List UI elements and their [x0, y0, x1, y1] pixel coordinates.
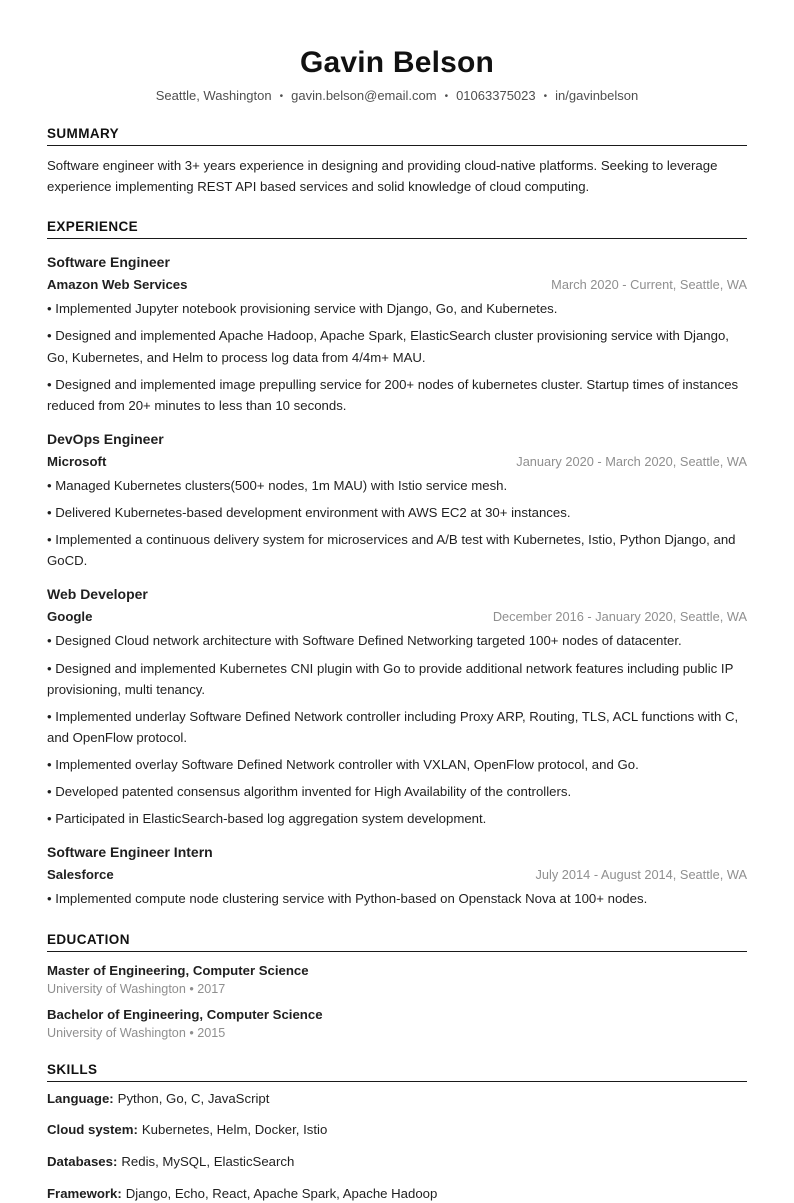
- job-title: DevOps Engineer: [47, 430, 164, 447]
- summary-section: [47, 126, 747, 198]
- job-header: [47, 609, 747, 624]
- company-name: Microsoft: [47, 453, 107, 469]
- skill-row: [47, 1153, 747, 1171]
- skill-value: Django, Echo, React, Apache Spark, Apache Hadoop: [125, 1185, 438, 1201]
- job-bullet: • Delivered Kubernetes-based development environment with AWS EC2 at 30+ instances.: [47, 502, 747, 523]
- job-bullet: • Designed and implemented Apache Hadoop, Apache Spark, ElasticSearch cluster provisioning service with Django, Go, Kubernetes, and Helm to process log data from 4/4m+ MAU.: [47, 325, 747, 367]
- skill-value: Python, Go, C, JavaScript: [117, 1090, 270, 1106]
- job-entry: [47, 254, 747, 416]
- job-bullet: • Designed and implemented Kubernetes CNI plugin with Go to provide additional network features including public IP provisioning, multi tenancy.: [47, 658, 747, 700]
- education-section-title: EDUCATION: [47, 932, 747, 952]
- skills-section-title: SKILLS: [47, 1062, 747, 1082]
- skill-label: Framework:: [47, 1185, 122, 1201]
- skill-label: Cloud system:: [47, 1122, 138, 1138]
- job-header: [47, 454, 747, 469]
- job-bullet: • Implemented overlay Software Defined Network controller with VXLAN, OpenFlow protocol, and Go.: [47, 754, 747, 775]
- degree-entry: [47, 1007, 747, 1040]
- job-bullet: • Implemented underlay Software Defined Network controller including Proxy ARP, Routing, TLS, ACL functions with C, and OpenFlow protocol.: [47, 706, 747, 748]
- job-bullet: • Implemented compute node clustering service with Python-based on Openstack Nova at 100+ nodes.: [47, 888, 747, 909]
- skill-value: Kubernetes, Helm, Docker, Istio: [141, 1122, 328, 1138]
- job-title: Software Engineer Intern: [47, 844, 213, 861]
- company-name: Amazon Web Services: [47, 277, 188, 293]
- job-bullet: • Designed and implemented image prepulling service for 200+ nodes of kubernetes cluster. Startup times of instances reduced from 20+ minutes to less than 10 seconds.: [47, 374, 747, 416]
- skill-label: Databases:: [47, 1153, 118, 1169]
- job-entry: [47, 431, 747, 572]
- skill-row: [47, 1121, 747, 1139]
- job-dates: March 2020 - Current, Seattle, WA: [551, 277, 747, 293]
- job-dates: July 2014 - August 2014, Seattle, WA: [535, 867, 747, 883]
- skill-row: [47, 1090, 747, 1108]
- contact-linkedin: in/gavinbelson: [555, 88, 639, 103]
- company-name: Salesforce: [47, 867, 114, 883]
- job-dates: December 2016 - January 2020, Seattle, WA: [492, 609, 747, 625]
- degree-school: University of Washington • 2017: [47, 981, 226, 996]
- job-entry: [47, 844, 747, 909]
- job-dates: January 2020 - March 2020, Seattle, WA: [516, 453, 747, 469]
- job-bullet: • Participated in ElasticSearch-based log aggregation system development.: [47, 808, 747, 829]
- separator-dot: •: [279, 91, 284, 102]
- job-entry: [47, 586, 747, 829]
- education-section: [47, 932, 747, 1040]
- contact-phone: 01063375023: [456, 88, 536, 103]
- skill-row: [47, 1185, 747, 1203]
- degree-school: University of Washington • 2015: [47, 1025, 226, 1040]
- degree-name: Master of Engineering, Computer Science: [47, 962, 309, 978]
- summary-section-title: SUMMARY: [47, 126, 747, 146]
- skills-section: [47, 1062, 747, 1203]
- separator-dot: •: [543, 91, 548, 102]
- job-title: Software Engineer: [47, 254, 170, 271]
- company-name: Google: [47, 609, 93, 625]
- separator-dot: •: [444, 91, 449, 102]
- job-bullet: • Developed patented consensus algorithm invented for High Availability of the controllers.: [47, 781, 747, 802]
- contact-info: [47, 88, 747, 104]
- job-title: Web Developer: [47, 586, 148, 603]
- job-header: [47, 277, 747, 292]
- experience-section: [47, 219, 747, 909]
- job-bullet: • Managed Kubernetes clusters(500+ nodes, 1m MAU) with Istio service mesh.: [47, 475, 747, 496]
- contact-location: Seattle, Washington: [155, 88, 272, 103]
- candidate-name: Gavin Belson: [299, 46, 495, 79]
- job-header: [47, 867, 747, 882]
- experience-section-title: EXPERIENCE: [47, 219, 747, 239]
- job-bullet: • Designed Cloud network architecture with Software Defined Networking targeted 100+ nodes of datacenter.: [47, 630, 747, 651]
- summary-text: Software engineer with 3+ years experience in designing and providing cloud-native platforms. Seeking to leverage experience implementing REST API based services and solid knowledge of cloud computing.: [47, 157, 718, 194]
- job-bullet: • Implemented a continuous delivery system for microservices and A/B test with Kubernetes, Istio, Python Django, and GoCD.: [47, 529, 747, 571]
- skill-value: Redis, MySQL, ElasticSearch: [121, 1153, 295, 1169]
- degree-name: Bachelor of Engineering, Computer Science: [47, 1006, 323, 1022]
- degree-entry: [47, 963, 747, 996]
- job-bullet: • Implemented Jupyter notebook provisioning service with Django, Go, and Kubernetes.: [47, 298, 747, 319]
- contact-email: gavin.belson@email.com: [291, 88, 437, 103]
- skill-label: Language:: [47, 1090, 114, 1106]
